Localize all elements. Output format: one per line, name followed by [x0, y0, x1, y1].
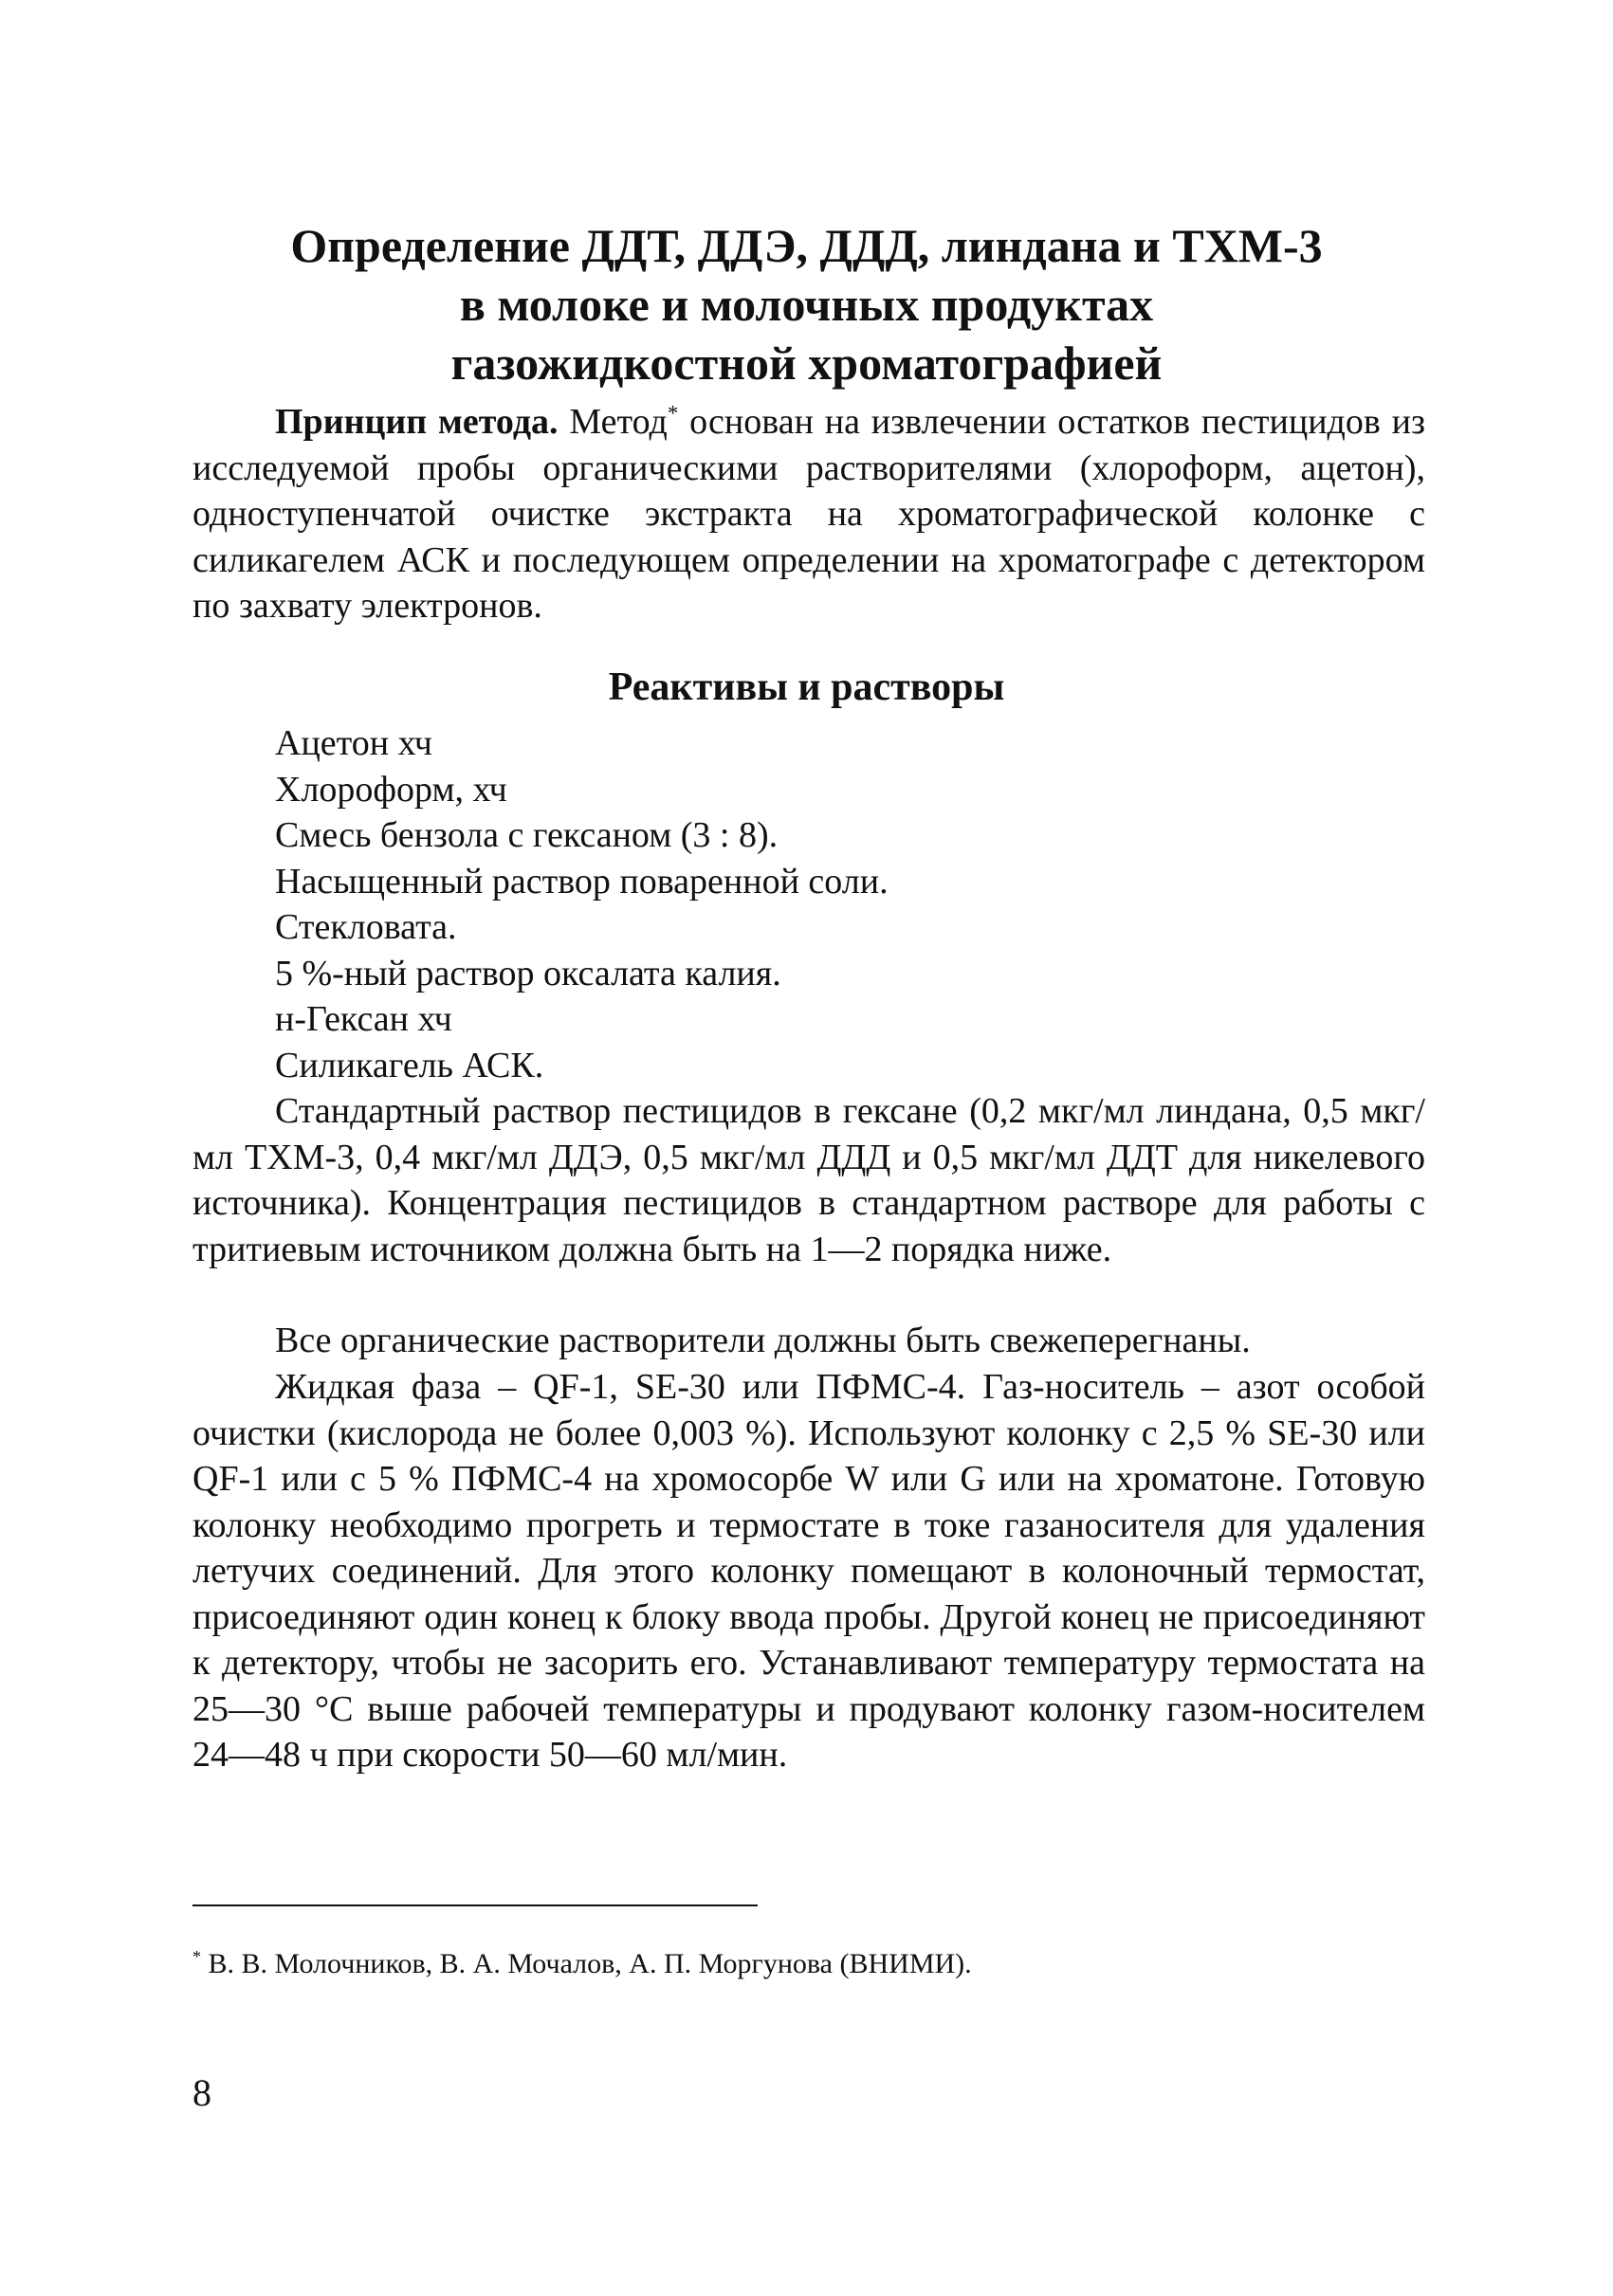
reagent-item: Ацетон хч	[275, 723, 432, 763]
page-number: 8	[192, 2071, 211, 2114]
title-line-2: в молоке и молочных продуктах	[459, 278, 1154, 331]
standard-solution-text: Стандартный раствор пестицидов в гексане (0,2 мкг/мл линдана, 0,5 мкг/мл ТХМ-3, 0,4 мкг/мл ДДЭ, 0,5 мкг/мл ДДД и 0,5 мкг/мл ДДТ для никелевого источника). Концентрация пестицидов в стандартном растворе для работы с тритиевым источником должна быть на 1—2 порядка ниже.	[192, 1091, 1425, 1269]
reagent-item: Смесь бензола с гексаном (3 : 8).	[275, 815, 779, 855]
reagent-item: 5 %-ный раствор оксалата калия.	[275, 953, 781, 993]
principle-word: Метод	[558, 402, 668, 442]
solvents-text: Все органические растворители должны быть свежеперегнаны.	[275, 1321, 1251, 1360]
footnote-reference: *	[667, 401, 679, 426]
reagent-item: Стекловата.	[275, 907, 457, 947]
solvents-paragraph	[192, 1318, 1425, 1364]
reagents-heading: Реактивы и растворы	[608, 665, 1005, 709]
liquid-phase-paragraph	[192, 1364, 1425, 1778]
title-line-1: Определение ДДТ, ДДЭ, ДДД, линдана и ТХМ-3	[290, 219, 1323, 272]
reagents-list	[275, 720, 1422, 1088]
reagent-item: н-Гексан хч	[275, 999, 452, 1039]
footnote-marker: *	[192, 1947, 201, 1966]
reagent-item: Насыщенный раствор поваренной соли.	[275, 861, 889, 902]
reagent-item: Хлороформ, хч	[275, 769, 507, 810]
footnote	[192, 1945, 1425, 1983]
title-line-3: газожидкостной хроматографией	[450, 337, 1163, 390]
principle-text: основан на извлечении остатков пестицидов из исследуемой пробы органическими растворителями (хлороформ, ацетон), одноступенчатой очистке экстракта на хроматографической колонке с силикагелем АСК и последующем определении на хроматографе с детектором по захвату электронов.	[192, 402, 1425, 626]
principle-lead: Принцип метода.	[275, 402, 559, 442]
footnote-text: В. В. Молочников, В. А. Мочалов, А. П. Моргунова (ВНИМИ).	[201, 1948, 972, 1979]
reagent-item: Силикагель АСК.	[275, 1045, 544, 1085]
page-title	[190, 216, 1423, 392]
footnote-divider	[192, 1904, 758, 1906]
liquid-phase-text: Жидкая фаза – QF-1, SE-30 или ПФМС-4. Газ-носитель – азот особой очистки (кислорода не более 0,003 %). Используют колонку с 2,5 % SE-30 или QF-1 или с 5 % ПФМС-4 на хромосорбе W или G или на хроматоне. Готовую колонку необходимо прогреть и термостате в токе газаносителя для удаления летучих соединений. Для этого колонку помещают в колоночный термостат, присоединяют один конец к блоку ввода пробы. Другой конец не присоединяют к детектору, чтобы не засорить его. Устанавливают температуру термостата на 25—30 °С выше рабочей температуры и продувают колонку газом-носителем 24—48 ч при скорости 50—60 мл/мин.	[192, 1367, 1425, 1775]
principle-paragraph	[192, 399, 1425, 629]
standard-solution-paragraph	[192, 1088, 1425, 1272]
